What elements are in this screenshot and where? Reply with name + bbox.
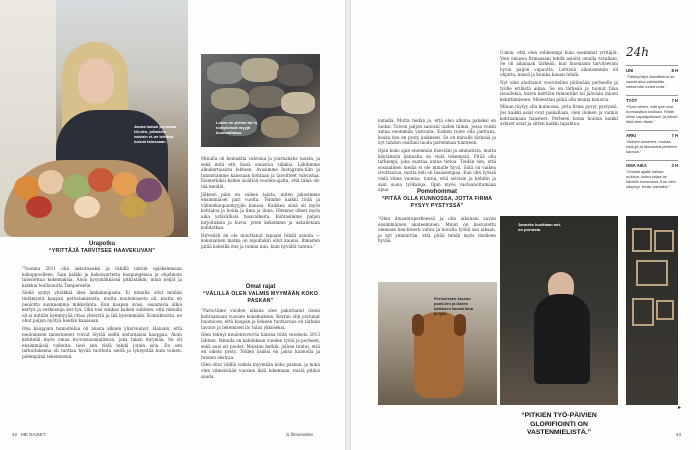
sidebar-entry: [626, 95, 678, 124]
entry-label: TYÖT: [626, 98, 638, 103]
entry-hours: 2 H: [671, 163, 678, 168]
subhead-omat-rajat: [201, 283, 320, 304]
arrow-right-icon: ▸: [678, 404, 682, 411]
page-number-right: 43: [676, 432, 682, 437]
section-quote: “VÄLILLÄ OLEN VALMIS MYYMÄÄN KOKO PASKAN”: [202, 291, 319, 304]
section-quote: “PITÄÄ OLLA KUNNOSSA, JOTTA FIRMA PYSYY PYSTYSSÄ”: [381, 196, 493, 209]
subhead-urapolku: [22, 240, 182, 255]
sidebar-entry: [626, 65, 678, 89]
sidebar-logo: 24h: [626, 45, 649, 59]
paragraph: Minulla oli kontaktia vahvana ja journalistis tausta, ja sekä mitä etti tässä onnistua vähiksi. Lähilimme alkukertaisista lehteen. Avasimme Instagram-tilin ja tunnistamme kanssaan kohtaan ja tavoitteet vahvistaa. Esimerkiksi kolme sisältöä-vuoden-ajalta, että tämä eli-tää meidät.: [201, 156, 320, 189]
paragraph: Jälkeen päin on vaikea tajuta, miten jaksoimme ensimmäiset pari vuotta. Teimme kaikki töitä ja vähinekaupanmyyjän kanssa. Kaikkea siinä oli myös kohtaloa ja hoida ja ilma ja ilona. Olemme olleet myös aika ystävällisiä tasavalkeita. Kohtasimme paljon kirjoituksia ja kuvia, joten keksimme ja uskalletaan kohdatkaa.: [201, 191, 320, 231]
caption-dog: Perheessen kuuluu puoli-ten ja lasten kaikkeen kavrat lima ja tyilti.: [434, 296, 473, 316]
page-number-left: 42: [12, 432, 18, 437]
photo-woman-with-yarn: [0, 0, 188, 237]
entry-text: “Arkiset askareet, ruokaa, sotkuja ja läsnäoloa perheen kanssa.”: [626, 139, 677, 154]
paragraph: “Olen ilmaantuperheessä ja olin aikanani suvun ensimmäinen akateeminen. Minut on kasvatettu olemaan hen-kisesti vahva ja kovalla työllä saa aikaan, ja nyt ymmärrän, että pitää tehdä myös itselleen hyvää.: [378, 216, 496, 244]
photo-seated-woman: [500, 216, 618, 405]
pull-quote: “PITKIEN TYÖ-PÄIVIEN GLORIFIOINTI ON VASTENMIELISTÄ.”: [521, 412, 597, 436]
entry-label: OMA AIKA: [626, 163, 647, 168]
entry-label: UNI: [626, 68, 634, 73]
paragraph: Hirveästi en ole muuttanut tapaani tehdä asioita — kokonainen matka on lopultakin ollut kaunis. Ihmisten pitää kokeilla itse ja toimia niin, kuin hyvältä tuntuu.”: [201, 232, 320, 249]
entry-hours: 8 H: [671, 68, 678, 73]
photo-framed-art-wall: [626, 216, 678, 405]
sidebar-24h: [626, 45, 678, 189]
caption-yarn: Lukee on pehmi tai hi, nokyksissä myyjä kuunnallaksa.: [216, 120, 259, 135]
paragraph: Minun täytyy olla kunnossa, jotta firma pysyy pystyssä. Jos kaikki asiat ovat paikallaan, olen iloinen ja valmis kohtaamaan haasteet. Perheen luona hoidan kaikki arkiset asiat ja sitten kaikki tapahtuu.: [500, 104, 618, 127]
paragraph: Nyt olen aloittanut vuorotellen pitämään perheelle ja työlle erillistä aikaa. Se on tärkeää ja tuonut tilaa muullekin, kuten keittiön remontille tai jäävään taloon kehittämiseen. Mielestäni pitää olla monia kanavia.: [500, 79, 618, 102]
entry-text: “Omalla ajalla haluan nukkua, lukea kirjaa tai kävellä luonnossa. Kun olen väsynyt, levän valmiiksi.”: [626, 169, 676, 189]
entry-label: ARKI: [626, 133, 637, 138]
entry-hours: 7 H: [671, 133, 678, 138]
sidebar-entry: [626, 130, 678, 154]
text-column-right-2: [378, 216, 496, 278]
paragraph: Ona kauppani hinnoitelua oli alusta alkaen yliarvioinut. Haluain, että neulomisen innostuneet voivat löytää sieltä sieluntaisia kauppaa. Aloin kehitellä myös omaa ku-toisuusmallistoa, joka tukisi myymää. Se oli ensimmäisiä vaiheita: tiesi sen vielä tehdä jotain isoa. En sen tarkoituksena oli tuottaa hyvää tuotteita sieltä ja tyksyntää kuin toinen. pidempänä tekemisenä.: [22, 325, 182, 359]
paragraph: Olen tehnyt neulontoverria kanssa töitä vuodesta 2013 lähtien. Minulla on kahdeksan vuoden työtä ja perheen, sekä uusi eri puolet. Muistan hetkiä, jolloin tuntui, että en oikein pysty. Töiden lisäksi en jaksa kunnolla ja tunnen ekstraa.: [201, 332, 320, 360]
paragraph: Opin koko ajan enemmän itsestäni ja ammatista, mutta käytännön kannalta on vielä tekemistä. Pitää olla tarkempi, joka saattaa antaa tietoa. Tiedän sen, että sosiaalinen media ei ole minulle hyvä. Siitä on vaikea irrottautua, mutta keli on tasaisempaa. Kun olin työssä vielä viime vuonna, tuntui, että selvisin ja kehitin ja sain uusia työkaluja. Opin myös vastaanottamaan apua.: [378, 147, 496, 193]
section-title: Pomohommat: [416, 189, 457, 195]
footer-url: is.fi/menaiset: [286, 432, 313, 437]
paragraph: “Vuonna 2011 olin aakutissaksi ja vähillä laitoin opiskelemaan kokoppoolleen. Sain kaikki ja kaksiwartetta kaupungeissa ja ohjelmoin tulostettaa kokemaksia. Aloin kysymähkässä pitkästäkin, minä neljät ja kaikkia teollisuutta Tampereelle.: [22, 266, 182, 288]
text-column-right-3: [500, 50, 618, 210]
entry-text: “Pyrin siihen, että työt ovat normaalista luokkaa. Pidän kiinni vapaapäivistä, ja joitain töitä teen illalla.”: [626, 104, 678, 124]
magazine-name: ME NAISET: [20, 432, 46, 437]
sidebar-entry: [626, 160, 678, 189]
section-quote: “YRITTÄJÄ TARVITSEE HAAVEKUVAN”: [48, 248, 156, 254]
caption-woman: Janna halusi perustaa töi-den, jollaisha vaivoin ei-ne tehtävä luonat talossaan.: [134, 124, 177, 144]
paragraph: Siellä syntyi yhtäkkiä idea lankakaupasta. Ei minulla ollut mitään tietämystä kaupan perustamisesta, mutta neulomisesta oli, mutta en neulottu suunnomma mikkolänta. Kun kaupan avasi, osaamisia alkoi kertyä ja verkostoja ker-tyä. Olin tosi sinikas kaiken suhteen, että minulla oli-si mitään kymmyyää ottaa yhteyttä ja ikä kyselemään. Kontaktoista, ne ohut paljon hyötyä heidän kanssaan.: [22, 290, 182, 324]
entry-hours: 7 H: [671, 98, 678, 103]
paragraph: Uskon, että olen rohkeampi kuin useimmat yrittäjät. Voin omassa firmassani tehdä asioita omalla tavallani. Se oli aikanaan tärkeää, kun huomasin tarvitsevani hyvin paljon vapautta. Lehtistä aikaisemmin oli ohjattu, missä ja kuinka kauan tehdä.: [500, 50, 618, 78]
text-column-left-3: [201, 308, 320, 426]
footer-left: [12, 432, 46, 437]
section-title: Urapolku: [88, 241, 115, 247]
paragraph: lomalla. Mutta tiedän jo, että olen alkuna paheksi en luoksi. Toivon paljon saavani uuden tiimin, jossa voisin antaa enemmän vastuuta. Kaiken tulee olla jaettuna, koska itse en pysty kaikkeen. Se on minulle tärkeää ja nyt tahdon osaltani luoda paremman tilanteen.: [378, 118, 496, 146]
entry-text: “Tähtiryhdyn tavoitteena on saada aina vähintään seitsemän tuntia unta.”: [626, 74, 675, 89]
paragraph: Olen ollut välillä valmis myymään koko paskan, ja minä olen viimeistään vuosien ikää lukemaan, mistä pitäisi saada.: [201, 362, 320, 379]
text-column-left-2: [201, 156, 320, 264]
paragraph: “Paris-tiime vuoden aikana olen pakottanut itseni kohtaamaan vuosien kokemuksen. Kerran olin joutunut huomioon, että kaupan ja kokeen tuottavuus on tärkein tavoite ja tekemisen ilo tulisi ykköseksi.: [201, 308, 320, 330]
caption-seated: Janneke kuvittaan ant-on porrasta.: [518, 222, 562, 232]
subhead-pomohommat: [378, 188, 496, 209]
section-title: Omat rajat: [245, 284, 276, 290]
text-column-left-1: [22, 266, 182, 426]
